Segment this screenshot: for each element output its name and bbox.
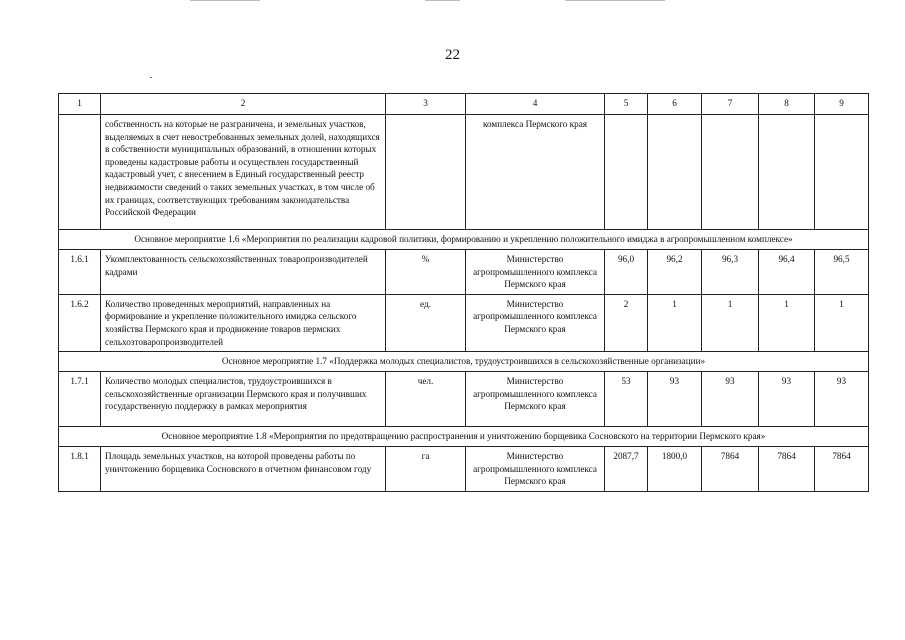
row-value: 2087,7 [605,447,648,492]
row-value: 1 [702,294,759,351]
row-unit: % [386,250,466,295]
scan-edge-line-center [425,0,460,1]
row-id: 1.7.1 [59,372,101,427]
row-unit: чел. [386,372,466,427]
margin-mark [150,77,152,78]
row-value: 96,4 [759,250,815,295]
row-executor: Министерство агропромышленного комплекса Пермского края [466,294,605,351]
row-description: Количество молодых специалистов, трудоустроившихся в сельскохозяйственные организации Пермского края и получивших государственную поддержку в рамках мероприятия [101,372,386,427]
row-value [605,115,648,230]
row-description: Укомплектованность сельскохозяйственных товаропроизводителей кадрами [101,250,386,295]
row-description: Площадь земельных участков, на которой проведены работы по уничтожению борщевика Сосновского в отчетном финансовом году [101,447,386,492]
row-value: 2 [605,294,648,351]
section-heading-1-7: Основное мероприятие 1.7 «Поддержка молодых специалистов, трудоустроившихся в сельскохозяйственные организации» [59,352,869,372]
header-cell: 2 [101,94,386,115]
section-row [59,352,869,372]
row-value: 96,5 [815,250,869,295]
row-value: 1 [759,294,815,351]
row-executor: Министерство агропромышленного комплекса Пермского края [466,250,605,295]
header-cell: 8 [759,94,815,115]
row-unit: ед. [386,294,466,351]
row-value: 93 [815,372,869,427]
row-executor: Министерство агропромышленного комплекса Пермского края [466,372,605,427]
header-row [59,94,869,115]
table-row [59,294,869,351]
row-unit: га [386,447,466,492]
row-value: 7864 [759,447,815,492]
row-value: 53 [605,372,648,427]
indicators-table [58,93,869,492]
row-value: 7864 [815,447,869,492]
row-unit [386,115,466,230]
row-value: 1 [648,294,702,351]
row-value [759,115,815,230]
header-cell: 5 [605,94,648,115]
row-value: 96,2 [648,250,702,295]
row-value [702,115,759,230]
row-value: 7864 [702,447,759,492]
table-row [59,250,869,295]
row-value [648,115,702,230]
row-value: 93 [702,372,759,427]
scan-edge-line-left [190,0,260,1]
scan-edge-line-right [565,0,665,1]
row-id [59,115,101,230]
row-description: Количество проведенных мероприятий, направленных на формирование и укрепление положительного имиджа сельского хозяйства Пермского края и продвижение товаров пермских сельхозтоваропроизводителей [101,294,386,351]
header-cell: 6 [648,94,702,115]
row-executor: комплекса Пермского края [466,115,605,230]
header-cell: 1 [59,94,101,115]
page-number: 22 [445,47,460,63]
row-value [815,115,869,230]
row-value: 1800,0 [648,447,702,492]
section-heading-1-8: Основное мероприятие 1.8 «Мероприятия по предотвращению распространения и уничтожению борщевика Сосновского на территории Пермского края» [59,427,869,447]
row-id: 1.6.1 [59,250,101,295]
header-cell: 4 [466,94,605,115]
section-heading-1-6: Основное мероприятие 1.6 «Мероприятия по реализации кадровой политики, формированию и укреплению положительного имиджа в агропромышленном комплексе» [59,230,869,250]
table-row [59,447,869,492]
section-row [59,427,869,447]
section-row [59,230,869,250]
row-description: собственность на которые не разграничена, и земельных участков, выделяемых в счет невостребованных земельных долей, находящихся в собственности муниципальных образований, в отношении которых проведены кадастровые работы и осуществлен государственный кадастровый учет, с внесением в Единый государственный реестр недвижимости сведений о таких земельных участках, в том числе об их границах, соответствующих требованиям законодательства Российской Федерации [101,115,386,230]
row-value: 1 [815,294,869,351]
row-executor: Министерство агропромышленного комплекса Пермского края [466,447,605,492]
header-cell: 3 [386,94,466,115]
header-cell: 7 [702,94,759,115]
table-row [59,372,869,427]
row-id: 1.8.1 [59,447,101,492]
row-value: 96,3 [702,250,759,295]
row-value: 96,0 [605,250,648,295]
row-id: 1.6.2 [59,294,101,351]
table-row-continuation [59,115,869,230]
row-value: 93 [648,372,702,427]
row-value: 93 [759,372,815,427]
header-cell: 9 [815,94,869,115]
